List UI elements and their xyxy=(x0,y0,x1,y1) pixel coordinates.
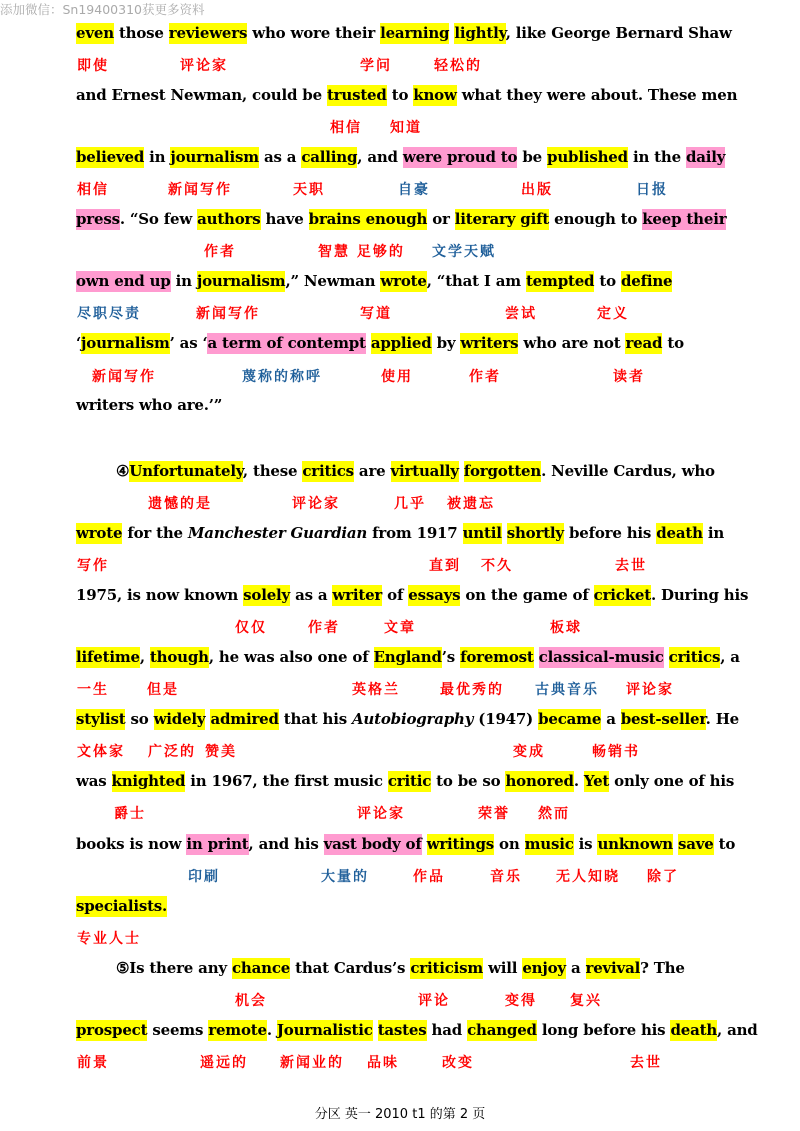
chinese-gloss: 广泛的 xyxy=(148,744,196,760)
chinese-gloss: 除了 xyxy=(647,869,679,885)
chinese-gloss: 一生 xyxy=(77,682,109,698)
text-line xyxy=(116,462,715,480)
chinese-gloss: 写作 xyxy=(77,558,109,574)
plain-text: ,” Newman xyxy=(285,272,381,290)
highlighted-word: shortly xyxy=(506,524,564,542)
highlighted-word: admired xyxy=(210,710,279,728)
highlighted-word: revival xyxy=(585,959,641,977)
highlighted-word: journalism xyxy=(196,272,286,290)
plain-text: be xyxy=(517,148,548,166)
highlighted-word: journalism xyxy=(170,148,259,166)
highlighted-word: tempted xyxy=(525,272,595,290)
plain-text: on xyxy=(494,835,525,853)
plain-text: , and xyxy=(717,1021,758,1039)
plain-text: books is now xyxy=(76,835,187,853)
highlighted-word: learning xyxy=(380,24,450,42)
highlighted-phrase: were proud to xyxy=(402,148,518,166)
highlighted-word: tastes xyxy=(377,1021,427,1039)
plain-text: will xyxy=(483,959,523,977)
plain-text: . He xyxy=(705,710,740,728)
plain-text: as a xyxy=(258,148,302,166)
text-line xyxy=(76,524,724,542)
plain-text: ④ xyxy=(116,462,130,480)
highlighted-word: wrote xyxy=(380,272,427,290)
plain-text: , like George Bernard Shaw xyxy=(505,24,732,42)
plain-text: for the xyxy=(122,524,188,542)
plain-text: or xyxy=(427,210,455,228)
plain-text: who wore their xyxy=(247,24,381,42)
plain-text: . During his xyxy=(650,586,749,604)
plain-text: ⑤Is there any xyxy=(116,959,232,977)
chinese-gloss: 赞美 xyxy=(205,744,237,760)
plain-text: in xyxy=(170,272,197,290)
plain-text: before his xyxy=(563,524,657,542)
plain-text xyxy=(459,462,464,480)
highlighted-word: music xyxy=(524,835,574,853)
chinese-gloss: 新闻写作 xyxy=(168,182,232,198)
chinese-gloss: 天职 xyxy=(293,182,325,198)
chinese-gloss: 复兴 xyxy=(570,993,602,1009)
text-line xyxy=(76,772,734,790)
plain-text xyxy=(664,648,669,666)
highlighted-word: stylist xyxy=(76,710,126,728)
plain-text: seems xyxy=(147,1021,209,1039)
chinese-gloss: 遥远的 xyxy=(200,1055,248,1071)
highlighted-word: England xyxy=(373,648,442,666)
chinese-gloss: 变得 xyxy=(505,993,537,1009)
highlighted-word: specialists. xyxy=(76,897,168,915)
plain-text: in xyxy=(702,524,725,542)
highlighted-word: brains enough xyxy=(308,210,428,228)
chinese-gloss: 仅仅 xyxy=(235,620,267,636)
highlighted-word: forgotten xyxy=(463,462,542,480)
chinese-gloss: 但是 xyxy=(147,682,179,698)
chinese-gloss: 文章 xyxy=(384,620,416,636)
highlighted-phrase: daily xyxy=(685,148,726,166)
chinese-gloss: 读者 xyxy=(613,369,645,385)
plain-text xyxy=(534,648,539,666)
text-line xyxy=(76,1021,758,1039)
highlighted-word: changed xyxy=(467,1021,537,1039)
highlighted-word: until xyxy=(462,524,502,542)
plain-text: ’s xyxy=(441,648,461,666)
chinese-gloss: 定义 xyxy=(597,306,629,322)
chinese-gloss: 知道 xyxy=(390,120,422,136)
chinese-gloss: 英格兰 xyxy=(352,682,400,698)
chinese-gloss: 作者 xyxy=(469,369,501,385)
highlighted-word: prospect xyxy=(76,1021,148,1039)
chinese-gloss: 出版 xyxy=(521,182,553,198)
text-line xyxy=(76,24,732,42)
chinese-gloss: 去世 xyxy=(615,558,647,574)
plain-text: in 1967, the first music xyxy=(185,772,388,790)
text-line xyxy=(76,334,684,352)
chinese-gloss: 畅销书 xyxy=(592,744,640,760)
highlighted-word: writer xyxy=(332,586,383,604)
plain-text: so xyxy=(125,710,154,728)
highlighted-word: foremost xyxy=(460,648,534,666)
chinese-gloss: 自豪 xyxy=(398,182,430,198)
italic-title: Manchester Guardian xyxy=(187,524,368,542)
chinese-gloss: 相信 xyxy=(330,120,362,136)
plain-text: what they were about. These men xyxy=(456,86,738,104)
highlighted-word: lifetime xyxy=(76,648,140,666)
plain-text: that his xyxy=(278,710,352,728)
text-line xyxy=(76,710,739,728)
plain-text: . “So few xyxy=(119,210,198,228)
plain-text: by xyxy=(431,334,461,352)
plain-text: those xyxy=(113,24,169,42)
highlighted-phrase: classical-music xyxy=(538,648,664,666)
plain-text: is xyxy=(573,835,598,853)
chinese-gloss: 专业人士 xyxy=(77,931,141,947)
highlighted-word: applied xyxy=(370,334,432,352)
highlighted-word: death xyxy=(656,524,703,542)
highlighted-word: wrote xyxy=(76,524,123,542)
plain-text: ? The xyxy=(640,959,685,977)
highlighted-word: criticism xyxy=(410,959,484,977)
text-line xyxy=(116,959,685,977)
chinese-gloss: 爵士 xyxy=(114,806,146,822)
plain-text: ’ as ‘ xyxy=(169,334,208,352)
chinese-gloss: 尝试 xyxy=(505,306,537,322)
plain-text: had xyxy=(426,1021,468,1039)
highlighted-word: know xyxy=(413,86,457,104)
highlighted-phrase: vast body of xyxy=(323,835,422,853)
chinese-gloss: 评论家 xyxy=(357,806,405,822)
text-line xyxy=(76,86,737,104)
plain-text: to xyxy=(386,86,414,104)
plain-text xyxy=(502,524,507,542)
plain-text: have xyxy=(260,210,309,228)
highlighted-word: journalism xyxy=(81,334,170,352)
plain-text: only one of his xyxy=(609,772,735,790)
plain-text: , he was also one of xyxy=(208,648,374,666)
chinese-gloss: 学问 xyxy=(360,58,392,74)
highlighted-word: Unfortunately xyxy=(129,462,243,480)
plain-text: , xyxy=(139,648,150,666)
plain-text: of xyxy=(382,586,409,604)
highlighted-word: read xyxy=(625,334,663,352)
plain-text: a xyxy=(601,710,621,728)
plain-text: and Ernest Newman, could be xyxy=(76,86,327,104)
chinese-gloss: 几乎 xyxy=(394,496,426,512)
chinese-gloss: 被遗忘 xyxy=(447,496,495,512)
text-line xyxy=(76,835,735,853)
highlighted-word: writers xyxy=(460,334,519,352)
chinese-gloss: 作者 xyxy=(308,620,340,636)
highlighted-word: calling xyxy=(301,148,358,166)
highlighted-word: lightly xyxy=(454,24,506,42)
plain-text xyxy=(373,1021,378,1039)
highlighted-word: became xyxy=(538,710,602,728)
plain-text: , and his xyxy=(248,835,324,853)
highlighted-word: writings xyxy=(426,835,495,853)
chinese-gloss: 评论家 xyxy=(180,58,228,74)
chinese-gloss: 新闻写作 xyxy=(196,306,260,322)
chinese-gloss: 前景 xyxy=(77,1055,109,1071)
plain-text: 1975, is now known xyxy=(76,586,244,604)
highlighted-word: unknown xyxy=(597,835,673,853)
highlighted-word: virtually xyxy=(390,462,459,480)
highlighted-word: Journalistic xyxy=(276,1021,373,1039)
plain-text: . Neville Cardus, who xyxy=(541,462,715,480)
chinese-gloss: 遗憾的是 xyxy=(148,496,212,512)
highlighted-word: critic xyxy=(387,772,432,790)
highlighted-word: chance xyxy=(231,959,291,977)
highlighted-word: save xyxy=(678,835,714,853)
plain-text: ‘ xyxy=(76,334,82,352)
highlighted-word: authors xyxy=(197,210,261,228)
chinese-gloss: 文学天赋 xyxy=(432,244,496,260)
chinese-gloss: 作品 xyxy=(413,869,445,885)
chinese-gloss: 最优秀的 xyxy=(440,682,504,698)
chinese-gloss: 机会 xyxy=(235,993,267,1009)
highlighted-word: Yet xyxy=(583,772,610,790)
chinese-gloss: 即使 xyxy=(77,58,109,74)
highlighted-word: best-seller xyxy=(620,710,706,728)
highlighted-phrase: press xyxy=(76,210,120,228)
plain-text: was xyxy=(76,772,112,790)
text-line xyxy=(76,648,740,666)
plain-text: from 1917 xyxy=(367,524,463,542)
chinese-gloss: 板球 xyxy=(550,620,582,636)
plain-text: a xyxy=(565,959,586,977)
plain-text: as a xyxy=(290,586,333,604)
chinese-gloss: 评论家 xyxy=(626,682,674,698)
plain-text: in xyxy=(144,148,171,166)
plain-text xyxy=(422,835,427,853)
plain-text: , and xyxy=(357,148,403,166)
chinese-gloss: 尽职尽责 xyxy=(77,306,141,322)
highlighted-word: trusted xyxy=(326,86,387,104)
chinese-gloss: 荣誉 xyxy=(478,806,510,822)
chinese-gloss: 不久 xyxy=(481,558,513,574)
text-line xyxy=(76,272,672,290)
plain-text: to xyxy=(713,835,736,853)
plain-text: long before his xyxy=(536,1021,671,1039)
chinese-gloss: 轻松的 xyxy=(434,58,482,74)
chinese-gloss: 智慧 足够的 xyxy=(318,244,405,260)
text-line xyxy=(76,210,726,228)
chinese-gloss: 变成 xyxy=(513,744,545,760)
chinese-gloss: 直到 xyxy=(429,558,461,574)
highlighted-word: believed xyxy=(76,148,145,166)
highlighted-phrase: a term of contempt xyxy=(207,334,366,352)
chinese-gloss: 新闻写作 xyxy=(92,369,156,385)
highlighted-word: critics xyxy=(668,648,721,666)
highlighted-word: even xyxy=(76,24,114,42)
chinese-gloss: 然而 xyxy=(538,806,570,822)
text-line xyxy=(76,586,748,604)
chinese-gloss: 作者 xyxy=(204,244,236,260)
highlighted-word: honored xyxy=(505,772,574,790)
chinese-gloss: 相信 xyxy=(77,182,109,198)
italic-title: Autobiography xyxy=(351,710,474,728)
plain-text: . xyxy=(573,772,584,790)
chinese-gloss: 古典音乐 xyxy=(535,682,599,698)
plain-text: . xyxy=(266,1021,277,1039)
highlighted-word: widely xyxy=(153,710,206,728)
chinese-gloss: 写道 xyxy=(360,306,392,322)
plain-text: to be so xyxy=(431,772,506,790)
plain-text: , a xyxy=(720,648,740,666)
chinese-gloss: 评论 xyxy=(418,993,450,1009)
highlighted-word: remote xyxy=(208,1021,267,1039)
watermark: 添加微信：Sn19400310获更多资料 xyxy=(0,2,205,17)
chinese-gloss: 音乐 xyxy=(490,869,522,885)
chinese-gloss: 评论家 xyxy=(292,496,340,512)
highlighted-word: literary gift xyxy=(454,210,550,228)
highlighted-phrase: own end up xyxy=(76,272,171,290)
chinese-gloss: 文体家 xyxy=(77,744,125,760)
chinese-gloss: 使用 xyxy=(381,369,413,385)
highlighted-word: death xyxy=(670,1021,718,1039)
highlighted-word: enjoy xyxy=(522,959,566,977)
highlighted-word: essays xyxy=(408,586,461,604)
highlighted-word: critics xyxy=(302,462,354,480)
chinese-gloss: 去世 xyxy=(630,1055,662,1071)
chinese-gloss: 品味 xyxy=(367,1055,399,1071)
chinese-gloss: 无人知晓 xyxy=(556,869,620,885)
plain-text: to xyxy=(594,272,621,290)
highlighted-phrase: keep their xyxy=(642,210,727,228)
page-footer: 分区 英一 2010 t1 的第 2 页 xyxy=(314,1107,486,1122)
plain-text: that Cardus’s xyxy=(290,959,411,977)
plain-text: to xyxy=(662,334,684,352)
chinese-gloss: 蔑称的称呼 xyxy=(242,369,322,385)
plain-text: in the xyxy=(627,148,686,166)
chinese-gloss: 大量的 xyxy=(321,869,369,885)
highlighted-word: define xyxy=(620,272,673,290)
highlighted-word: reviewers xyxy=(168,24,248,42)
plain-text: (1947) xyxy=(473,710,539,728)
chinese-gloss: 改变 xyxy=(442,1055,474,1071)
plain-text: , these xyxy=(242,462,303,480)
highlighted-word: knighted xyxy=(111,772,186,790)
text-line xyxy=(76,897,167,915)
highlighted-word: solely xyxy=(243,586,291,604)
highlighted-word: published xyxy=(547,148,628,166)
plain-text: writers who are.’” xyxy=(76,396,223,414)
highlighted-word: though xyxy=(149,648,209,666)
chinese-gloss: 新闻业的 xyxy=(280,1055,344,1071)
plain-text: are xyxy=(353,462,391,480)
plain-text: on the game of xyxy=(460,586,594,604)
plain-text: enough to xyxy=(549,210,643,228)
chinese-gloss: 印刷 xyxy=(188,869,220,885)
plain-text: who are not xyxy=(518,334,626,352)
plain-text: , “that I am xyxy=(426,272,526,290)
text-line xyxy=(76,148,725,166)
chinese-gloss: 日报 xyxy=(636,182,668,198)
highlighted-phrase: in print xyxy=(186,835,249,853)
highlighted-word: cricket xyxy=(593,586,651,604)
text-line xyxy=(76,396,222,414)
